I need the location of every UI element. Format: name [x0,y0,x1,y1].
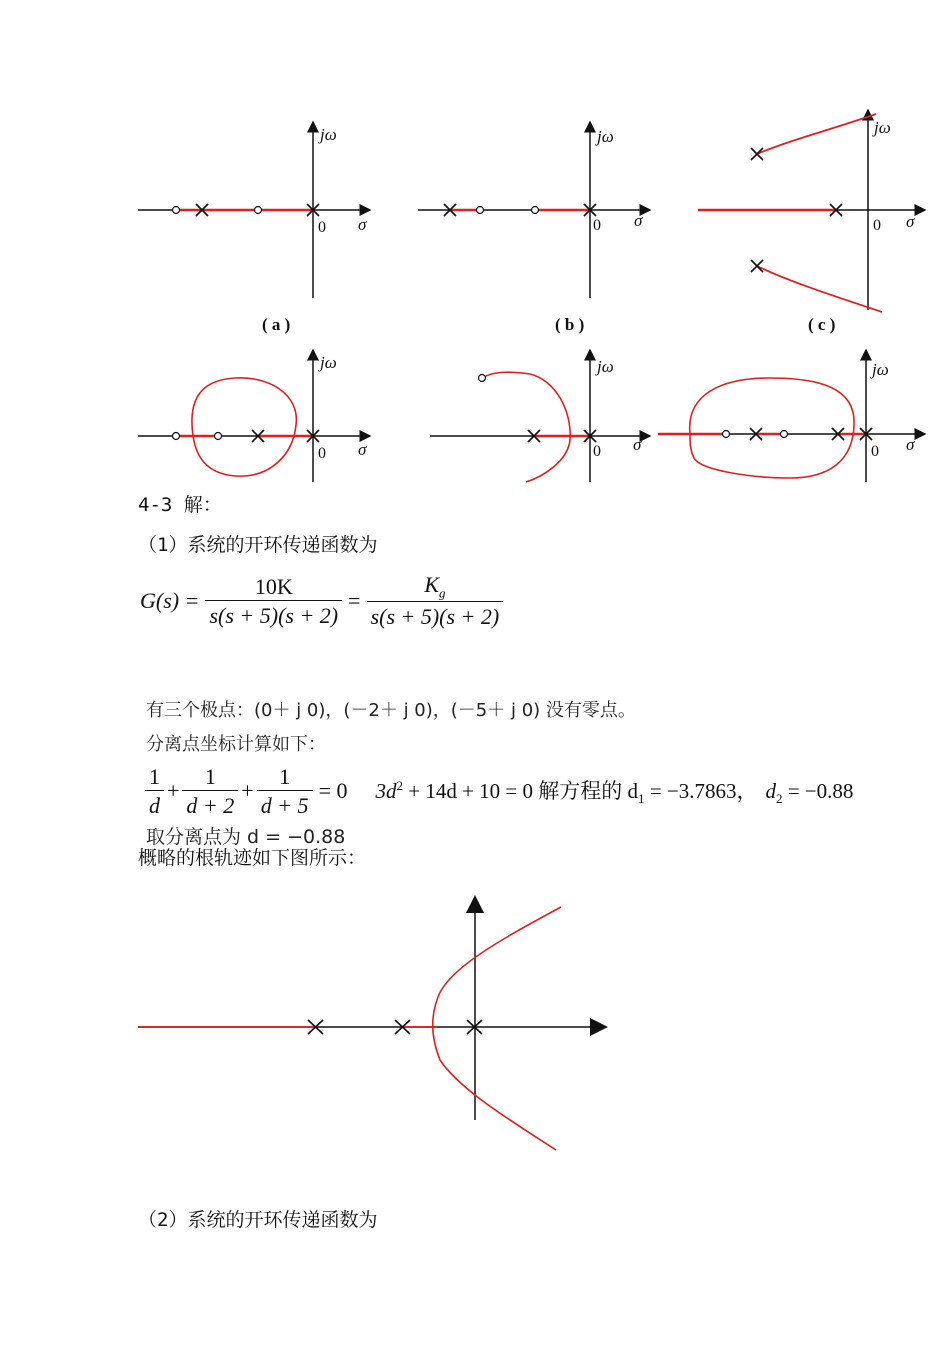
origin-label: 0 [318,445,326,462]
figure-c [698,110,925,334]
zero-marker [477,207,484,214]
origin-label: 0 [318,219,326,236]
poles-text: 有三个极点：(0＋ j 0)，(－2＋ j 0)，(－5＋ j 0) 没有零点。 [146,700,636,721]
part-2-title: （2）系统的开环传递函数为 [138,1209,378,1231]
zero-marker [532,207,539,214]
y-axis-label: jω [320,353,337,372]
tf-lhs: G(s) = [140,588,200,613]
eq-solution: $3d^2 + 14d + 10 = 0$ 解方程的 $d_1 = -3.7863$， $d_2 = -0.88$ [375,777,854,807]
tf-denominator-1: s(s + 5)(s + 2) [205,600,342,629]
figure-a [138,122,370,334]
section-heading: 4-3 解： [138,494,222,516]
zero-marker [723,431,730,438]
figure-f [658,350,925,482]
breakaway-equation: $\frac{1}{d}$ + $\frac{1}{d + 2}$ + $\frac{1}{d + 5}$ = 0 $3d^2 + 14d + 10 = 0$ 解方程的 $d_1 = -3.7863$， $d_2 = -0.88$ [145,760,853,822]
tf-numerator-1: 10K [254,573,293,599]
tf-equals: = [348,588,361,613]
zero-marker [173,207,180,214]
part-1-title: （1）系统的开环传递函数为 [138,534,378,556]
x-axis-label: σ [358,215,367,234]
caption-c: ( c ) [808,315,836,334]
eq-term-2: $\frac{1}{d + 2}$ [182,764,238,819]
tf-denominator-2: s(s + 5)(s + 2) [367,601,504,630]
x-axis-label: σ [358,440,367,459]
tf-fraction-1 [205,574,342,629]
root-locus-figures [0,0,950,490]
eq-term-1: $\frac{1}{d}$ [145,764,164,819]
origin-label: 0 [871,443,879,460]
figure-d [138,350,370,482]
transfer-function [140,566,503,636]
zero-marker [255,207,262,214]
zero-marker [479,375,486,382]
figure-b [418,122,650,334]
figure-e [430,350,650,482]
caption-a: ( a ) [262,315,291,334]
eq-term-3: $\frac{1}{d + 5}$ [257,764,313,819]
y-axis-label: jω [320,125,337,144]
zero-marker [781,431,788,438]
origin-label: 0 [593,217,601,234]
y-axis-label: jω [874,118,891,137]
breakaway-choice: 取分离点为 d = −0.88 [146,826,346,848]
tf-fraction-2 [367,572,504,630]
x-axis-label: σ [906,435,915,454]
sketch-caption: 概略的根轨迹如下图所示： [138,847,367,869]
pole-marker [751,260,763,272]
main-root-locus [0,880,950,1170]
x-axis-label: σ [906,212,915,231]
y-axis-label: jω [872,360,889,379]
tf-numerator-2: $K_g$ [424,571,446,601]
zero-marker [215,433,222,440]
eq-rhs: = 0 [318,778,348,803]
breakaway-title: 分离点坐标计算如下： [146,734,326,755]
origin-label: 0 [873,217,881,234]
x-axis-label: σ [634,211,643,230]
y-axis-label: jω [597,127,614,146]
origin-label: 0 [593,443,601,460]
caption-b: ( b ) [555,315,585,334]
y-axis-label: jω [597,357,614,376]
zero-marker [173,433,180,440]
x-axis-label: σ [633,435,642,454]
pole-marker [751,148,763,160]
